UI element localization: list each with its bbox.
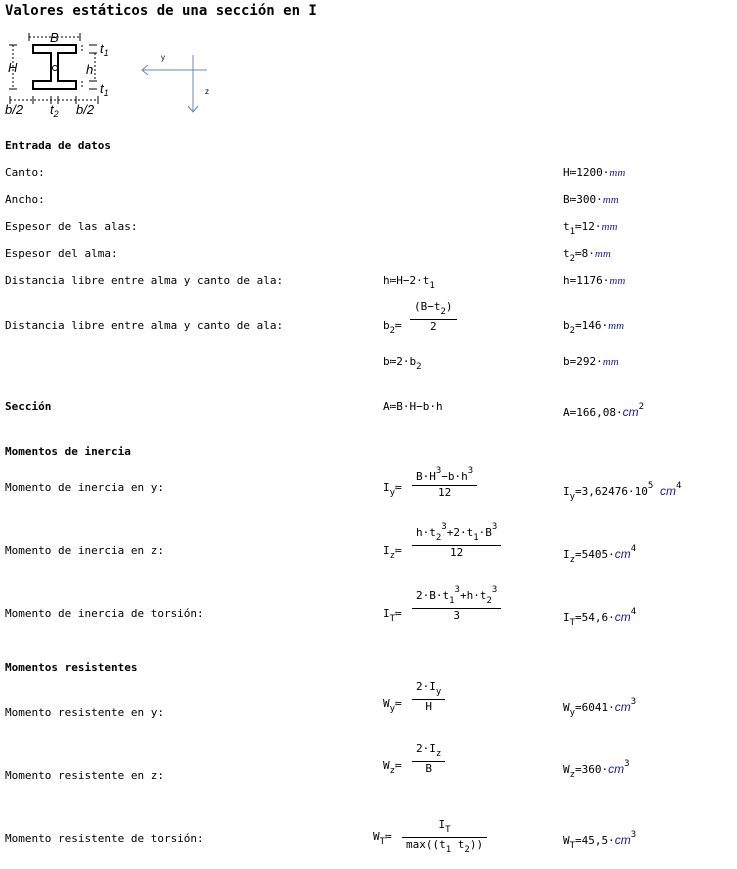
formula-WT-fraction: $I_T$ $\max((t_1$ $t_2$)) xyxy=(402,818,487,855)
section-seccion: Sección xyxy=(5,400,52,413)
label-B: B xyxy=(50,30,59,45)
axes-diagram xyxy=(135,40,225,120)
value-H: H≔1200·mm xyxy=(563,166,626,179)
value-WT: $W_T=45,5\cdot cm^3$ xyxy=(563,830,637,851)
value-t2: $t_2≔8\cdot mm$ xyxy=(563,247,611,264)
label-inercia-z: Momento de inercia en z: xyxy=(5,544,164,557)
section-resistentes: Momentos resistentes xyxy=(5,661,138,674)
value-B: B≔300·mm xyxy=(563,193,619,206)
value-Wz: $W_z=360\cdot cm^3$ xyxy=(563,759,630,780)
formula-Iz-fraction: $\frac{h\cdot t_2^3+2\cdot t_1\cdot B^3}{12}$ xyxy=(412,522,501,559)
value-h: h=1176·mm xyxy=(563,274,626,287)
formula-Wy-lhs: $W_y≔$ xyxy=(383,697,402,714)
label-inercia-y: Momento de inercia en y: xyxy=(5,481,164,494)
label-t2-sub: 2 xyxy=(53,109,59,119)
label-t1-bottom-sub: 1 xyxy=(103,88,109,98)
label-espesor-alma: Espesor del alma: xyxy=(5,247,118,260)
formula-b: $b≔2\cdot b_2$ xyxy=(383,355,422,372)
formula-h: $h≔H-2\cdot t_1$ xyxy=(383,274,435,291)
value-b2: $b_2=146\cdot mm$ xyxy=(563,319,625,336)
label-b2-left: b/2 xyxy=(5,102,24,117)
formula-A: A≔B·H−b·h xyxy=(383,400,443,413)
label-t1-top-sub: 1 xyxy=(103,48,109,58)
value-Iz: $I_z=5405\cdot cm^4$ xyxy=(563,544,637,565)
formula-b2-fraction: $\frac{(B-t_2)}{2}$ xyxy=(410,300,457,333)
formula-IT-lhs: $I_T≔$ xyxy=(383,607,402,624)
i-section-diagram xyxy=(0,28,130,120)
value-t1: $t_1≔12\cdot mm$ xyxy=(563,220,618,237)
section-inercia: Momentos de inercia xyxy=(5,445,131,458)
formula-Iz-lhs: $I_z≔$ xyxy=(383,544,402,561)
formula-WT-lhs: $W_T≔$ xyxy=(373,830,392,847)
label-t2: t xyxy=(50,102,54,117)
value-Wy: $W_y=6041\cdot cm^3$ xyxy=(563,697,637,718)
label-resist-t: Momento resistente de torsión: xyxy=(5,832,204,845)
label-t1-top: t xyxy=(100,41,104,56)
axis-y-label: y xyxy=(161,53,165,62)
formula-Wy-fraction: $\frac{2\cdot I_y}{H}$ xyxy=(412,680,445,713)
page-title: Valores estáticos de una sección en I xyxy=(5,3,317,19)
label-H: H xyxy=(8,60,18,75)
axis-z-label: z xyxy=(205,87,209,96)
label-distancia-b2: Distancia libre entre alma y canto de ala: xyxy=(5,319,284,332)
formula-b2-lhs: $b_2≔$ xyxy=(383,319,402,336)
formula-Iy-fraction: $\frac{B\cdot H^3-b\cdot h^3}{12}$ xyxy=(412,466,477,499)
svg-text:t2 xyxy=(50,102,59,119)
label-resist-z: Momento resistente en z: xyxy=(5,769,164,782)
value-IT: $I_T=54,6\cdot cm^4$ xyxy=(563,607,637,628)
label-t1-bottom: t xyxy=(100,81,104,96)
svg-text:t1 xyxy=(100,81,109,98)
formula-Wz-fraction: $\frac{2\cdot I_z}{B}$ xyxy=(412,742,445,775)
label-resist-y: Momento resistente en y: xyxy=(5,706,164,719)
formula-IT-fraction: $\frac{2\cdot B\cdot t_1^3+h\cdot t_2^3}{3}$ xyxy=(412,585,501,622)
label-h: h xyxy=(86,62,94,77)
label-ancho: Ancho: xyxy=(5,193,45,206)
formula-Iy-lhs: $I_y≔$ xyxy=(383,481,402,498)
label-b2-right: b/2 xyxy=(76,102,95,117)
formula-Wz-lhs: $W_z≔$ xyxy=(383,759,402,776)
value-Iy: $I_y=3,62476\cdot 10^5$ $cm^4$ xyxy=(563,481,682,502)
label-inercia-t: Momento de inercia de torsión: xyxy=(5,607,204,620)
section-entrada: Entrada de datos xyxy=(5,139,111,152)
svg-text:t1 xyxy=(100,41,109,58)
value-A: $A=166,08\cdot cm^2$ xyxy=(563,402,645,419)
label-canto: Canto: xyxy=(5,166,45,179)
label-espesor-alas: Espesor de las alas: xyxy=(5,220,138,233)
label-distancia-h: Distancia libre entre alma y canto de ala: xyxy=(5,274,284,287)
value-b: b=292·mm xyxy=(563,355,619,368)
i-beam-shape xyxy=(33,45,76,89)
centroid-marker xyxy=(53,66,58,71)
